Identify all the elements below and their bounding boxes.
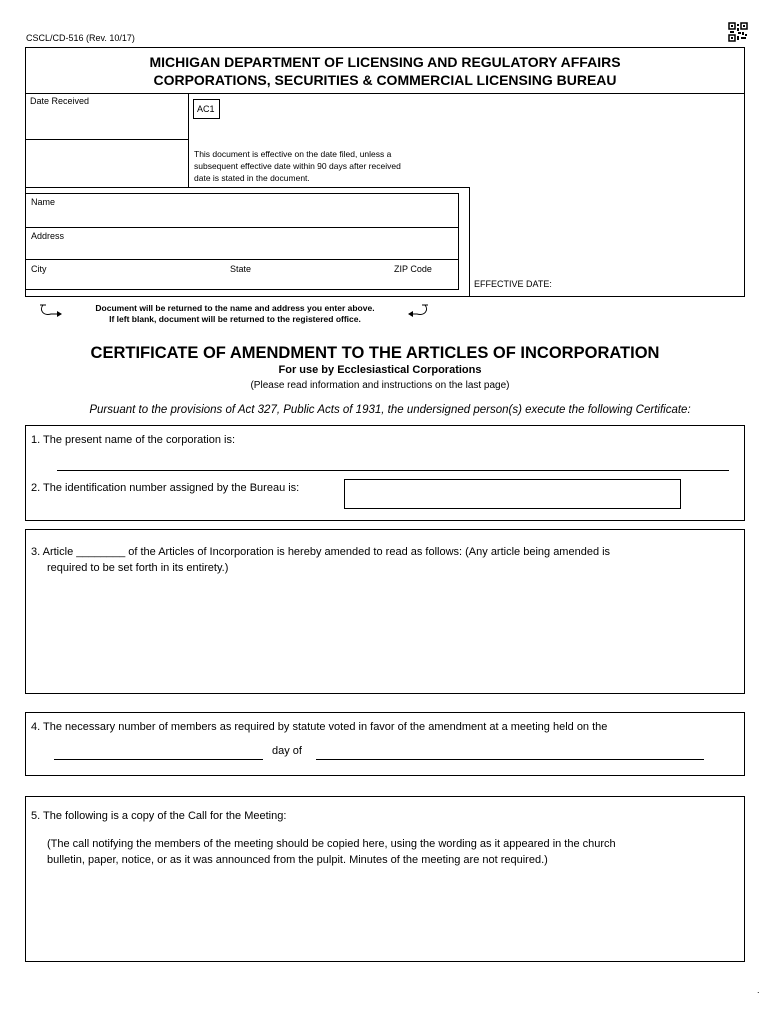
meeting-day-field[interactable] [54, 742, 263, 758]
certificate-title: CERTIFICATE OF AMENDMENT TO THE ARTICLES OF INCORPORATION [90, 344, 660, 362]
state-label: State [230, 264, 252, 274]
name-label: Name [31, 197, 56, 207]
name-field[interactable] [26, 208, 458, 226]
identification-number-field[interactable] [344, 479, 681, 509]
meeting-month-year-field[interactable] [316, 742, 704, 758]
footer-dot: . [757, 985, 760, 995]
effective-date-label: EFFECTIVE DATE: [474, 279, 552, 289]
agency-line1: MICHIGAN DEPARTMENT OF LICENSING AND REGULATORY AFFAIRS [149, 54, 621, 70]
section-5-note: (The call notifying the members of the meeting should be copied here, using the wording as it appeared in the church bulletin, paper, notice, or as it was announced from the pulpit. Minutes of the meeting are not required.) [47, 838, 616, 866]
certificate-subtitle: For use by Ecclesiastical Corporations [278, 364, 482, 376]
section-4-label: 4. The necessary number of members as required by statute voted in favor of the amendment at a meeting held on the [31, 721, 608, 733]
qr-code-icon [728, 22, 748, 42]
ac1-box: AC1 [193, 99, 220, 119]
date-received-field[interactable] [26, 140, 187, 186]
corporation-name-field[interactable] [57, 452, 729, 469]
preamble: Pursuant to the provisions of Act 327, Public Acts of 1931, the undersigned person(s) execute the following Certificate: [89, 404, 691, 416]
return-arrow-right-icon [407, 302, 431, 318]
form-number: CSCL/CD-516 (Rev. 10/17) [26, 33, 135, 43]
date-received-label: Date Received [30, 96, 90, 106]
effective-note: This document is effective on the date filed, unless a subsequent effective date within 90 days after received date is stated in the document. [194, 149, 401, 183]
city-label: City [31, 264, 47, 274]
call-for-meeting-text-area[interactable] [30, 872, 740, 958]
city-state-zip-field[interactable] [26, 274, 458, 289]
section-5-label: 5. The following is a copy of the Call for the Meeting: [31, 810, 287, 822]
effective-date-field[interactable] [565, 277, 740, 293]
section-2-label: 2. The identification number assigned by the Bureau is: [31, 482, 300, 494]
day-of-label: day of [272, 745, 302, 757]
return-notice: Document will be returned to the name and address you enter above. If left blank, document will be returned to the registered office. [95, 303, 375, 324]
agency-line2: CORPORATIONS, SECURITIES & COMMERCIAL LICENSING BUREAU [153, 72, 617, 88]
instruction-note: (Please read information and instructions on the last page) [250, 380, 510, 391]
address-label: Address [31, 231, 65, 241]
address-field[interactable] [26, 242, 458, 258]
section-3-label: 3. Article ________ of the Articles of Incorporation is hereby amended to read as follows: (Any article being amended is required to be set forth in its entirety.) [31, 546, 611, 574]
zip-label: ZIP Code [394, 264, 432, 274]
amendment-text-area[interactable] [30, 580, 740, 690]
section-1-label: 1. The present name of the corporation is: [31, 434, 236, 446]
